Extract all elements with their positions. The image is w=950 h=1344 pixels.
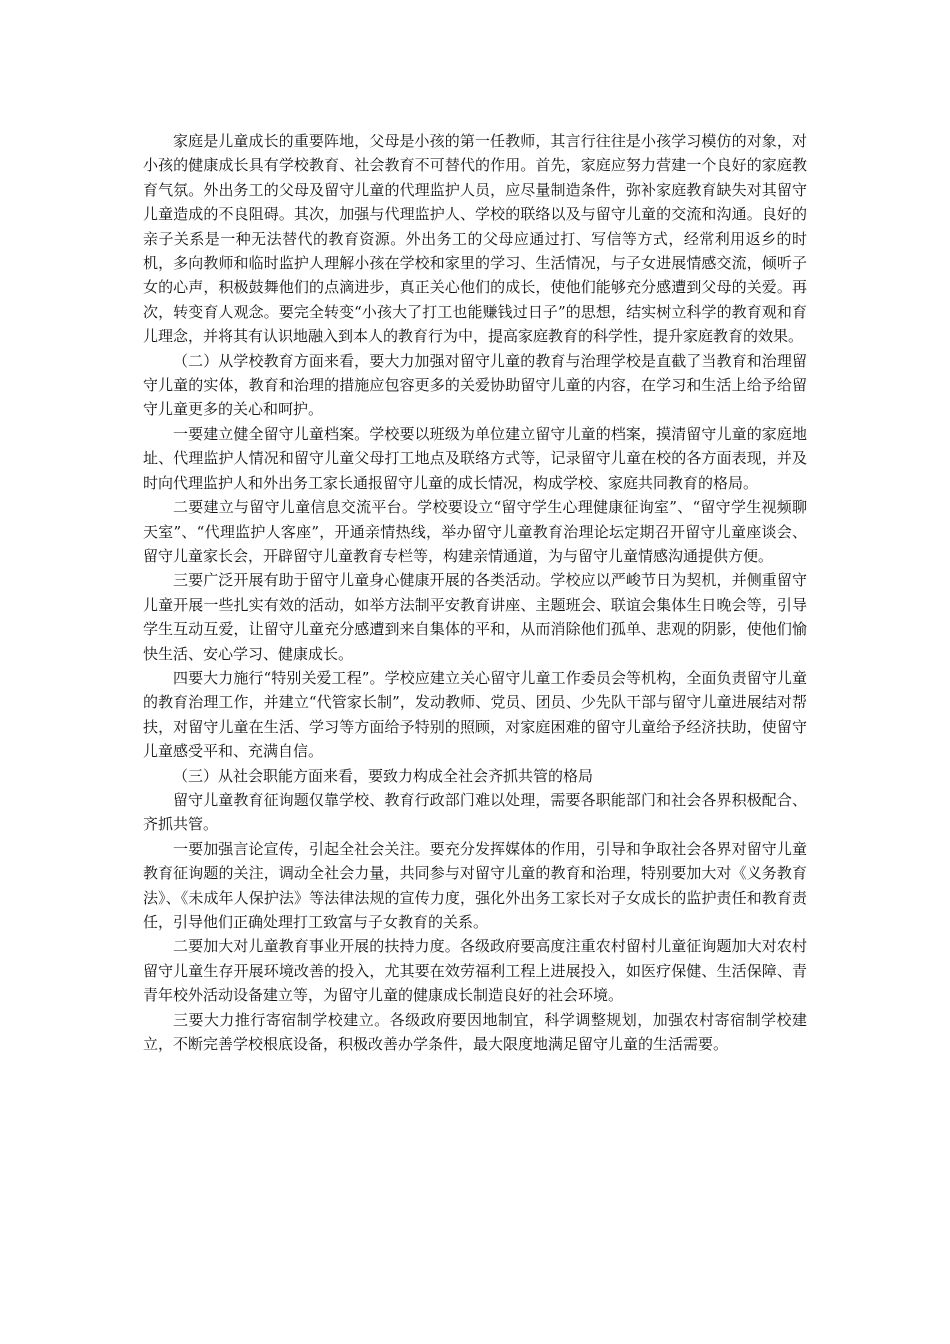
paragraph-school-care-project: 四要大力施行“特别关爱工程”。学校应建立关心留守儿童工作委员会等机构，全面负责留守儿童的教育治理工作，并建立“代管家长制”，发动教师、党员、团员、少先队干部与留守儿童进展结对帮扶，对留守儿童在生活、学习等方面给予特别的照顾，对家庭困难的留守儿童给予经济扶助，使留守儿童感受平和、充满自信。 bbox=[143, 668, 807, 761]
paragraph-school-heading: （二）从学校教育方面来看，要大力加强对留守儿童的教育与治理学校是直截了当教育和治理留守儿童的实体，教育和治理的措施应包容更多的关爱协助留守儿童的内容，在学习和生活上给予给留守儿童更多的关心和呵护。 bbox=[143, 351, 807, 419]
paragraph-school-archive: 一要建立健全留守儿童档案。学校要以班级为单位建立留守儿童的档案，摸清留守儿童的家庭地址、代理监护人情况和留守儿童父母打工地点及联络方式等，记录留守儿童在校的各方面表现，并及时向代理监护人和外出务工家长通报留守儿童的成长情况，构成学校、家庭共同教育的格局。 bbox=[143, 424, 807, 492]
paragraph-family-education: 家庭是儿童成长的重要阵地，父母是小孩的第一任教师，其言行往往是小孩学习模仿的对象，对小孩的健康成长具有学校教育、社会教育不可替代的作用。首先，家庭应努力营建一个良好的家庭教育气氛。外出务工的父母及留守儿童的代理监护人员，应尽量制造条件，弥补家庭教育缺失对其留守儿童造成的不良阻碍。其次，加强与代理监护人、学校的联络以及与留守儿童的交流和沟通。良好的亲子关系是一种无法替代的教育资源。外出务工的父母应通过打、写信等方式，经常利用返乡的时机，多向教师和临时监护人理解小孩在学校和家里的学习、生活情况，与子女进展情感交流，倾听子女的心声，积极鼓舞他们的点滴进步，真正关心他们的成长，使他们能够充分感遭到父母的关爱。再次，转变育人观念。要完全转变“小孩大了打工也能赚钱过日子”的思想，结实树立科学的教育观和育儿理念，并将其有认识地融入到本人的教育行为中，提高家庭教育的科学性，提升家庭教育的效果。 bbox=[143, 132, 807, 346]
paragraph-society-boarding: 三要大力推行寄宿制学校建立。各级政府要因地制宜，科学调整规划，加强农村寄宿制学校建立，不断完善学校根底设备，积极改善办学条件，最大限度地满足留守儿童的生活需要。 bbox=[143, 1010, 807, 1054]
paragraph-school-activities: 三要广泛开展有助于留守儿童身心健康开展的各类活动。学校应以严峻节日为契机，并侧重留守儿童开展一些扎实有效的活动，如举方法制平安教育讲座、主题班会、联谊会集体生日晚会等，引导学生互动互爱，让留守儿童充分感遭到来自集体的平和，从而消除他们孤单、悲观的阴影，使他们愉快生活、安心学习、健康成长。 bbox=[143, 571, 807, 663]
paragraph-society-support: 二要加大对儿童教育事业开展的扶持力度。各级政府要高度注重农村留村儿童征询题加大对农村留守儿童生存开展环境改善的投入，尤其要在效劳福利工程上进展投入，如医疗保健、生活保障、青青年校外活动设备建立等，为留守儿童的健康成长制造良好的社会环境。 bbox=[143, 937, 807, 1005]
paragraph-society-heading: （三）从社会职能方面来看，要致力构成全社会齐抓共管的格局 bbox=[173, 766, 594, 785]
paragraph-school-platform: 二要建立与留守儿童信息交流平台。学校要设立“留守学生心理健康征询室”、“留守学生视频聊天室”、“代理监护人客座”，开通亲情热线，举办留守儿童教育治理论坛定期召开留守儿童座谈会、留守儿童家长会，开辟留守儿童教育专栏等，构建亲情通道，为与留守儿童情感沟通提供方便。 bbox=[143, 498, 807, 565]
paragraph-society-intro: 留守儿童教育征询题仅靠学校、教育行政部门难以处理，需要各职能部门和社会各界积极配合、齐抓共管。 bbox=[143, 790, 807, 834]
document-body bbox=[143, 129, 807, 1056]
paragraph-society-publicity: 一要加强言论宣传，引起全社会关注。要充分发挥媒体的作用，引导和争取社会各界对留守儿童教育征询题的关注，调动全社会力量，共同参与对留守儿童的教育和治理，特别要加大对《义务教育法》、《未成年人保护法》等法律法规的宣传力度，强化外出务工家长对子女成长的监护责任和教育责任，引导他们正确处理打工致富与子女教育的关系。 bbox=[143, 839, 807, 931]
